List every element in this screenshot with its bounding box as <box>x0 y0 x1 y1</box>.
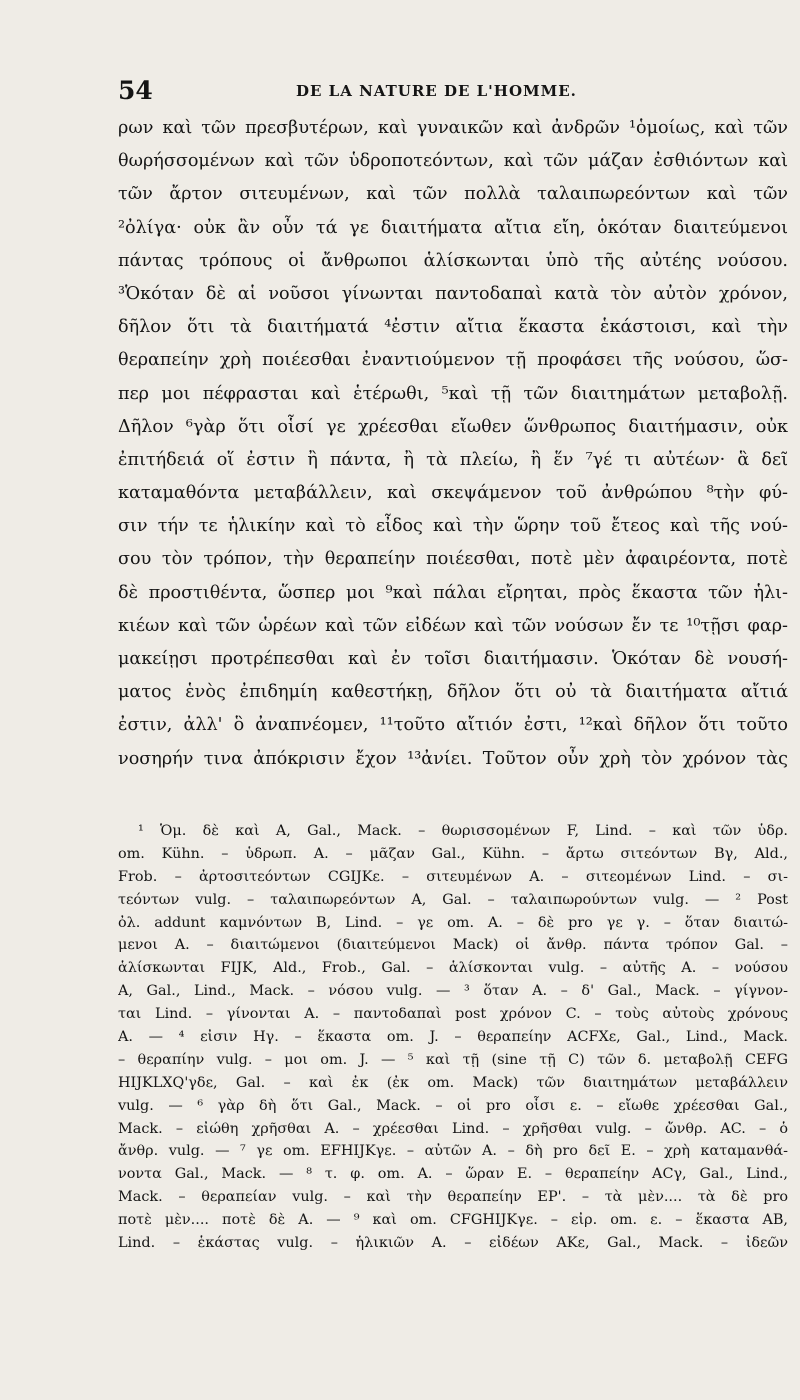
text-line: ³Ὁκόταν δὲ αἱ νοῦσοι γίνωνται παντοδαπαὶ κατὰ τὸν αὐτὸν χρόνον, <box>118 283 788 304</box>
text-line: περ μοι πέφρασται καὶ ἑτέρωθι, ⁵καὶ τῇ τῶν διαιτημάτων μεταβολῇ. <box>118 383 788 404</box>
text-line: σιν τήν τε ἡλικίην καὶ τὸ εἶδος καὶ τὴν ὥρην τοῦ ἔτεος καὶ τῆς νού- <box>118 516 788 537</box>
footnote-line: ἁλίσκωνται FIJK, Ald., Frob., Gal. – ἁλίσκονται vulg. – αὐτῆς A. – νούσου <box>118 960 788 977</box>
footnote-line: ¹ Ὁμ. δὲ καὶ A, Gal., Mack. – θωρισσομένων F, Lind. – καὶ τῶν ὑδρ. <box>138 823 788 839</box>
running-title: DE LA NATURE DE L'HOMME. <box>296 82 577 100</box>
text-line: κιέων καὶ τῶν ὡρέων καὶ τῶν εἰδέων καὶ τῶν νούσων ἔν τε ¹⁰τῇσι φαρ- <box>118 615 788 636</box>
text-line: ρων καὶ τῶν πρεσβυτέρων, καὶ γυναικῶν καὶ ἀνδρῶν ¹ὁμοίως, καὶ τῶν <box>118 118 788 138</box>
text-line: δὲ προστιθέντα, ὥσπερ μοι ⁹καὶ πάλαι εἴρηται, πρὸς ἕκαστα τῶν ἡλι- <box>118 582 788 603</box>
footnote-line: vulg. — ⁶ γὰρ δὴ ὅτι Gal., Mack. – οἱ pro οἷσι ε. – εἴωθε χρέεσθαι Gal., <box>118 1097 788 1114</box>
footnote-line: τεόντων vulg. – ταλαιπωρεόντων A, Gal. – ταλαιπωρούντων vulg. — ² Post <box>118 891 788 908</box>
footnote-line: A, Gal., Lind., Mack. – νόσου vulg. — ³ ὅταν A. – δ' Gal., Mack. – γίγνον- <box>118 983 788 1000</box>
footnote-line: Mack. – εἰώθη χρῆσθαι A. – χρέεσθαι Lind. – χρῆσθαι vulg. – ὤνθρ. AC. – ὁ <box>118 1120 788 1137</box>
text-line: ²ὀλίγα· οὐκ ἂν οὖν τά γε διαιτήματα αἴτια εἴη, ὁκόταν διαιτεύμενοι <box>118 217 788 238</box>
text-line: μακείῃσι προτρέπεσθαι καὶ ἐν τοῖσι διαιτήμασιν. Ὁκόταν δὲ νουσή- <box>118 649 788 669</box>
footnote-line: ὀλ. addunt καμνόντων B, Lind. – γε om. A. – δὲ pro γε γ. – ὅταν διαιτώ- <box>118 914 788 931</box>
text-line: Δῆλον ⁶γὰρ ὅτι οἷσί γε χρέεσθαι εἴωθεν ὥνθρωπος διαιτήμασιν, οὐκ <box>118 416 788 437</box>
footnote-line: ποτὲ μὲν.... ποτὲ δὲ A. — ⁹ καὶ om. CFGHIJKγε. – εἰρ. om. ε. – ἕκαστα AB, <box>118 1212 788 1229</box>
page-number: 54 <box>118 76 153 105</box>
text-line: ματος ἑνὸς ἐπιδημίη καθεστήκῃ, δῆλον ὅτι οὐ τὰ διαιτήματα αἴτιά <box>118 682 788 703</box>
text-line: τῶν ἄρτον σιτευμένων, καὶ τῶν πολλὰ ταλαιπωρεόντων καὶ τῶν <box>118 184 788 205</box>
text-line: νοσηρήν τινα ἀπόκρισιν ἔχον ¹³ἀνίει. Τοῦτον οὖν χρὴ τὸν χρόνον τὰς <box>118 748 788 769</box>
footnote-line: Frob. – ἀρτοσιτεόντων CGIJKε. – σιτευμένων A. – σιτεομένων Lind. – σι- <box>118 868 788 885</box>
text-line: καταμαθόντα μεταβάλλειν, καὶ σκεψάμενον τοῦ ἀνθρώπου ⁸τὴν φύ- <box>118 483 788 504</box>
footnote-line: om. Kühn. – ὑδρωπ. A. – μᾶζαν Gal., Kühn. – ἄρτω σιτεόντων Bγ, Ald., <box>118 845 788 862</box>
footnote-line: – θεραπίην vulg. – μοι om. J. — ⁵ καὶ τῇ (sine τῇ C) τῶν δ. μεταβολῇ CEFG <box>118 1051 788 1068</box>
page-header <box>118 76 786 106</box>
footnote-line: ἄνθρ. vulg. — ⁷ γε om. EFHIJKγε. – αὐτῶν A. – δὴ pro δεῖ E. – χρὴ καταμανθά- <box>118 1143 788 1160</box>
footnote-line: A. — ⁴ εἰσιν Hγ. – ἕκαστα om. J. – θεραπείην ACFXε, Gal., Lind., Mack. <box>118 1029 788 1046</box>
footnote-line: ται Lind. – γίνονται A. – παντοδαπαὶ post χρόνον C. – τοὺς αὐτοὺς χρόνους <box>118 1006 788 1023</box>
footnote-line: νοντα Gal., Mack. — ⁸ τ. φ. om. A. – ὥραν E. – θεραπείην ACγ, Gal., Lind., <box>118 1166 788 1183</box>
text-line: πάντας τρόπους οἱ ἄνθρωποι ἁλίσκωνται ὑπὸ τῆς αὐτέης νούσου. <box>118 250 788 271</box>
text-line: ἐπιτήδειά οἵ ἐστιν ἢ πάντα, ἢ τὰ πλείω, ἢ ἕν ⁷γέ τι αὐτέων· ἃ δεῖ <box>118 449 788 470</box>
text-line: θεραπείην χρὴ ποιέεσθαι ἐναντιούμενον τῇ προφάσει τῆς νούσου, ὥσ- <box>118 350 788 371</box>
text-line: ἐστιν, ἀλλ' ὃ ἀναπνέομεν, ¹¹τοῦτο αἴτιόν ἐστι, ¹²καὶ δῆλον ὅτι τοῦτο <box>118 715 788 736</box>
footnote-line: Lind. – ἑκάστας vulg. – ἡλικιῶν A. – εἰδέων AKε, Gal., Mack. – ἰδεῶν <box>118 1235 788 1252</box>
footnotes-block <box>118 820 788 1255</box>
footnote-line: μενοι A. – διαιτώμενοι (διαιτεύμενοι Mack) οἱ ἄνθρ. πάντα τρόπον Gal. – <box>118 937 788 954</box>
text-line: δῆλον ὅτι τὰ διαιτήματά ⁴ἐστιν αἴτια ἕκαστα ἑκάστοισι, καὶ τὴν <box>118 317 788 338</box>
text-line: θωρήσσομένων καὶ τῶν ὑδροποτεόντων, καὶ τῶν μάζαν ἐσθιόντων καὶ <box>118 151 788 172</box>
main-text-block <box>118 112 788 776</box>
footnote-line: HIJKLXQ'γδε, Gal. – καὶ ἐκ (ἐκ om. Mack) τῶν διαιτημάτων μεταβάλλειν <box>118 1074 788 1091</box>
text-line: σου τὸν τρόπον, τὴν θεραπείην ποιέεσθαι, ποτὲ μὲν ἀφαιρέοντα, ποτὲ <box>118 549 788 570</box>
footnote-line: Mack. – θεραπείαν vulg. – καὶ τὴν θεραπείην EP'. – τὰ μὲν.... τὰ δὲ pro <box>118 1189 788 1206</box>
